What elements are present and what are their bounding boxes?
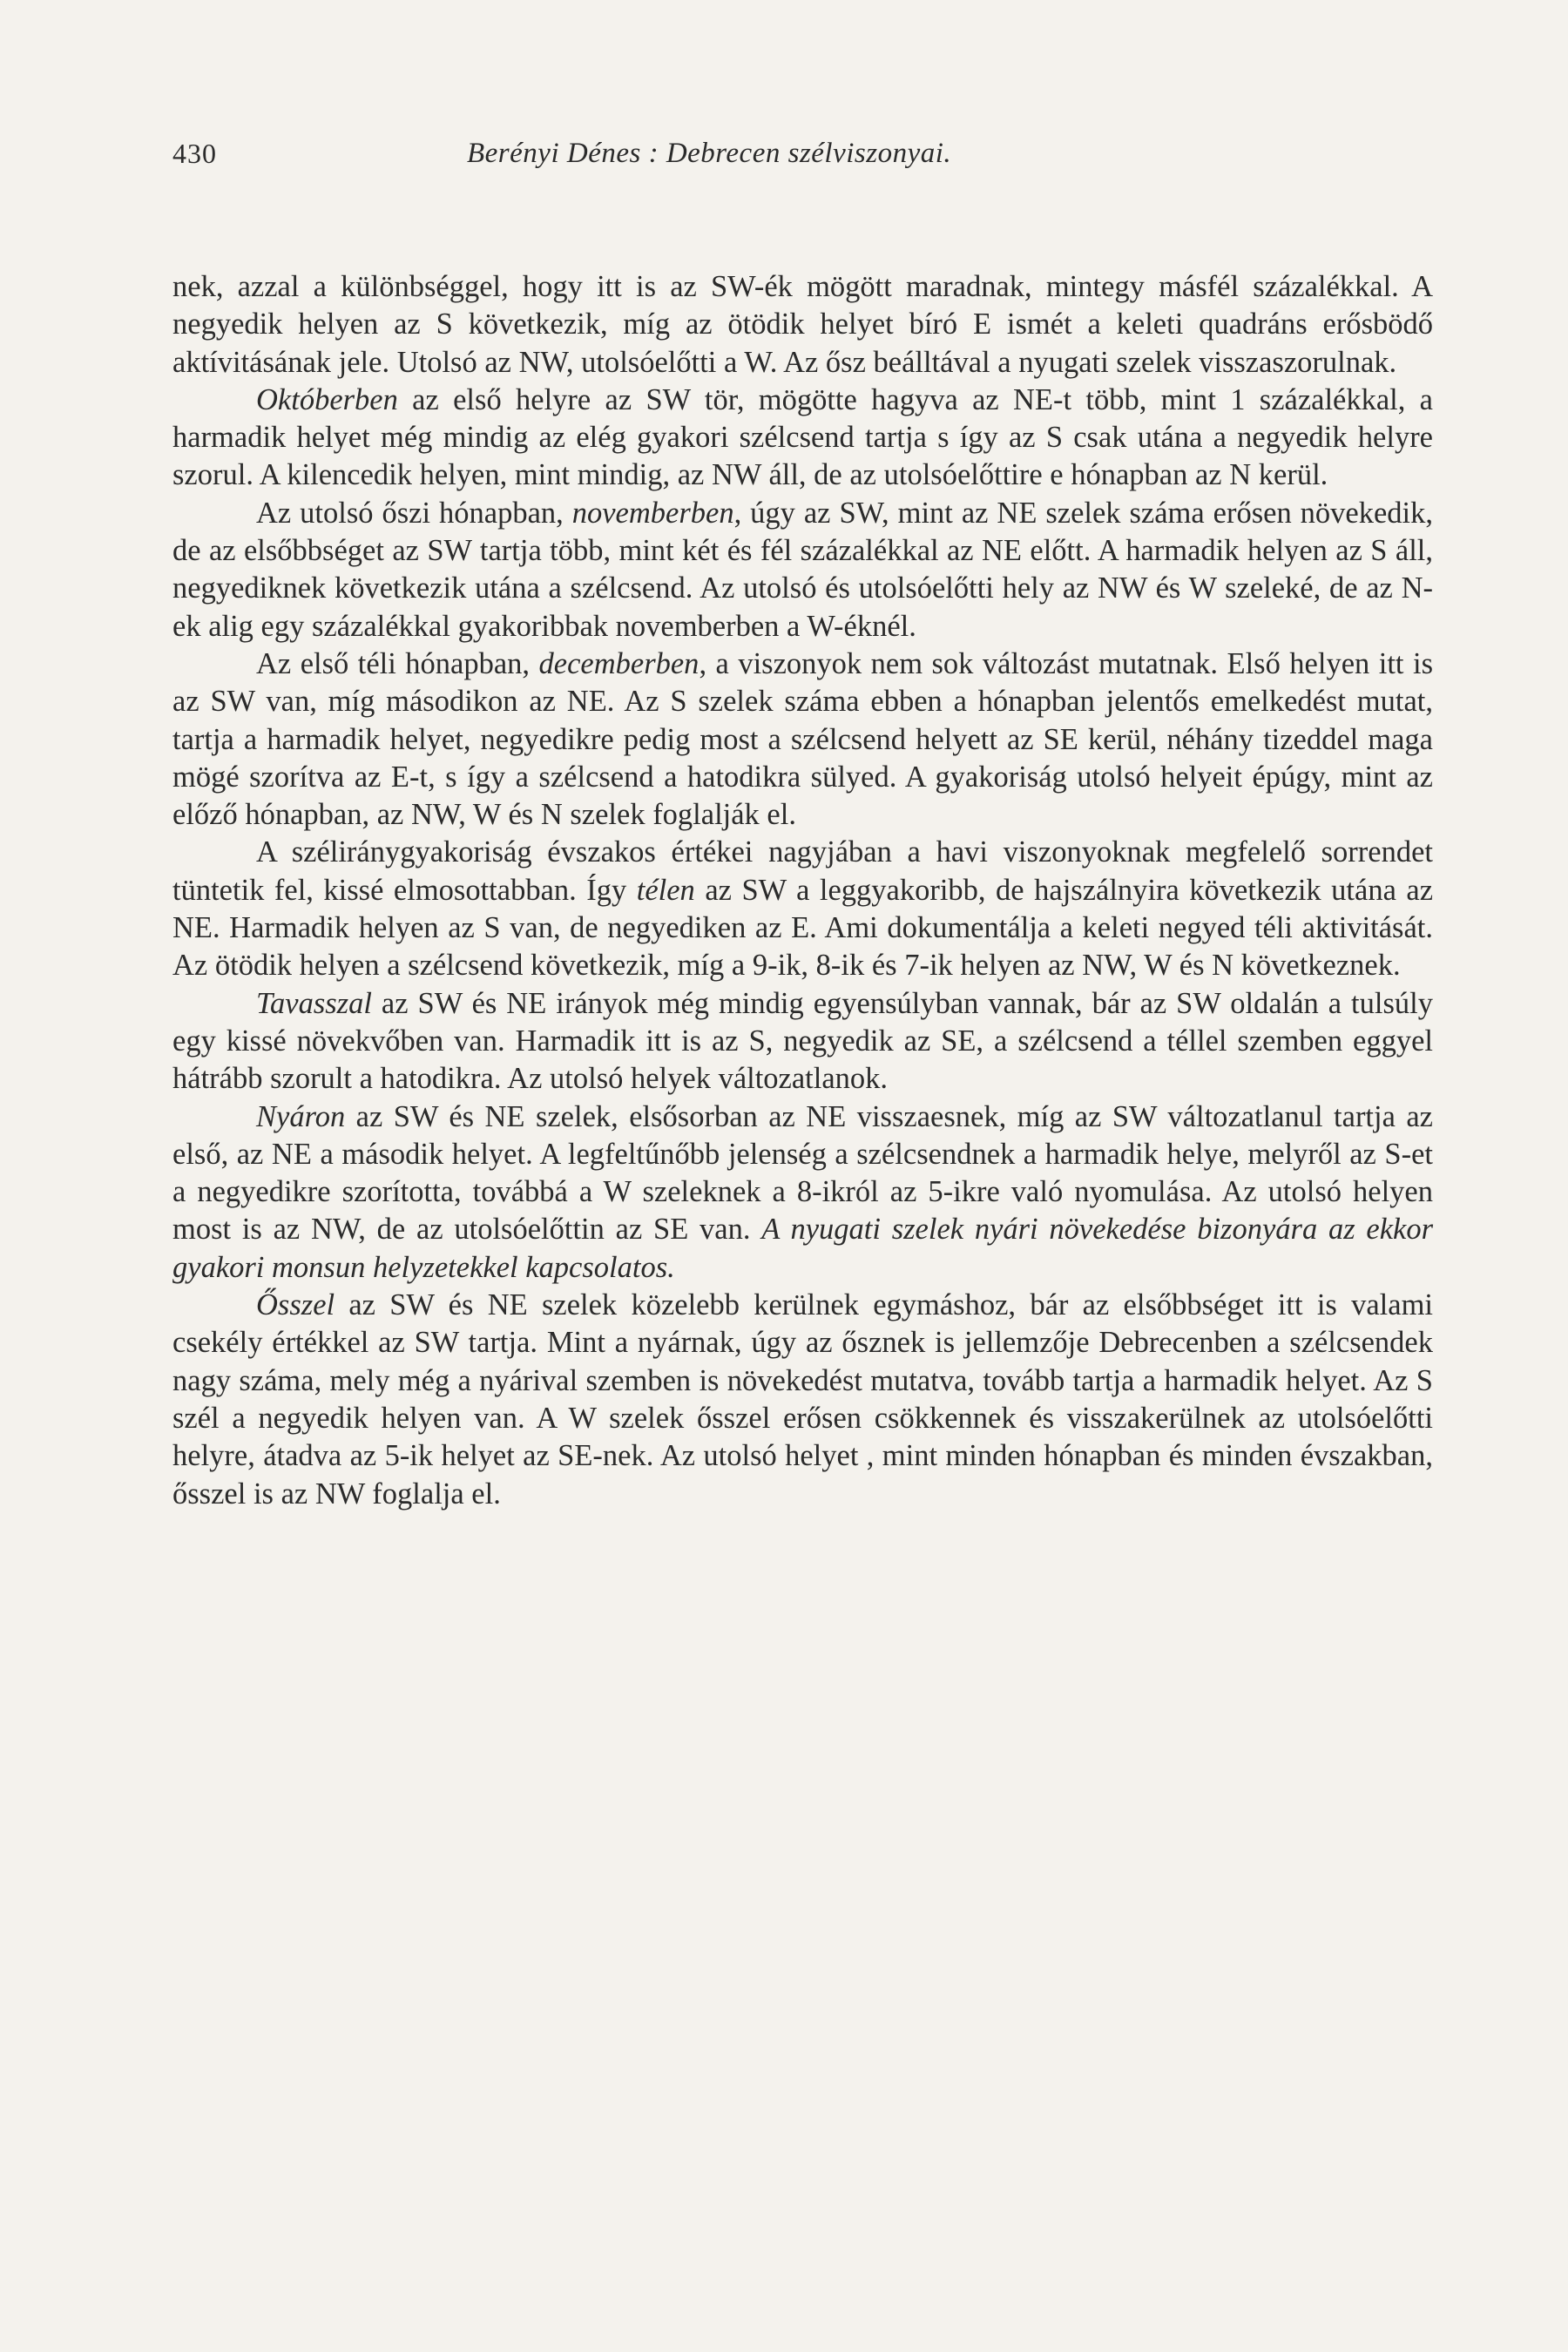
paragraph-text: az SW és NE szelek, elsősorban az NE visszaesnek, míg az SW változatlanul tartja az első, az NE a második helyet. A legfeltűnőbb jelenség a szélcsendnek a harmadik helye, melyről az S-et a negyedikre szorította, továbbá a W szeleknek a 8-ikról az 5-ikre való nyomulása. Az utolsó helyen most is az NW, de az utolsóelőttin az SE van. bbox=[172, 1099, 1433, 1247]
paragraph-text: az SW a leggyakoribb, de hajszálnyira következik utána az NE. Harmadik helyen az S van, de negyediken az E. Ami dokumentálja a keleti negyed téli aktivitását. Az ötödik helyen a szélcsend következik, míg a 9-ik, 8-ik és 7-ik helyen az NW, W és N következnek. bbox=[172, 873, 1434, 983]
running-head: Berényi Dénes : Debrecen szélviszonyai. bbox=[467, 138, 952, 169]
paragraph bbox=[172, 1287, 1433, 1513]
body-text bbox=[172, 268, 1433, 1513]
page-number: 430 bbox=[172, 138, 217, 169]
paragraph-text: , a viszonyok nem sok változást mutatnak. Első helyen itt is az SW van, míg másodikon az NE. Az S szelek száma ebben a hónapban jelentős emelkedést mutat, tartja a harmadik helyet, negyedikre pedig most a szélcsend helyett az SE kerül, néhány tizeddel maga mögé szorítva az E-t, s így a szélcsend a hatodikra sülyed. A gyakoriság utolsó helyeit épúgy, mint az előző hónapban, az NW, W és N szelek foglalják el. bbox=[172, 646, 1433, 832]
paragraph-emphasis: novemberben bbox=[571, 496, 734, 530]
paragraph-text: Az utolsó őszi hónapban, bbox=[256, 496, 572, 530]
paragraph-emphasis: decemberben bbox=[538, 646, 700, 680]
paragraph-lead: Októberben bbox=[256, 382, 398, 416]
paragraph-text: az első helyre az SW tör, mögötte hagyva az NE-t több, mint 1 százalékkal, a harmadik helyet még mindig az elég gyakori szélcsend tartja s így az S csak utána a negyedik helyre szorul. A kilencedik helyen, mint mindig, az NW áll, de az utolsóelőttire e hónapban az N kerül. bbox=[172, 382, 1433, 492]
paragraph bbox=[172, 1098, 1433, 1287]
paragraph bbox=[172, 382, 1433, 495]
paragraph-text: nek, azzal a különbséggel, hogy itt is az SW-ék mögött maradnak, mintegy másfél százalékkal. A negyedik helyen az S következik, míg az ötödik helyet bíró E ismét a keleti quadráns erősbödő aktívitásának jele. Utolsó az NW, utolsóelőtti a W. Az ősz beálltával a nyugati szelek visszaszorulnak. bbox=[172, 270, 1433, 379]
paragraph bbox=[172, 268, 1433, 382]
paragraph-text: A széliránygyakoriság évszakos értékei nagyjában a havi viszonyoknak megfelelő sorrendet tüntetik fel, kissé elmosottabban. Így bbox=[172, 835, 1433, 907]
page-header bbox=[172, 138, 1436, 181]
paragraph bbox=[172, 495, 1433, 645]
paragraph bbox=[172, 645, 1433, 834]
paragraph-lead: Nyáron bbox=[256, 1099, 346, 1133]
paragraph-lead: Tavasszal bbox=[256, 986, 372, 1020]
paragraph-emphasis: A nyugati szelek nyári növekedése bizonyára az ekkor gyakori monsun helyzetekkel kapcsolatos. bbox=[172, 1213, 1434, 1284]
paragraph-lead: Ősszel bbox=[256, 1288, 335, 1322]
paragraph-text: , úgy az SW, mint az NE szelek száma erősen növekedik, de az elsőbbséget az SW tartja több, mint két és fél százalékkal az NE előtt. A harmadik helyen az S áll, negyediknek következik utána a szélcsend. Az utolsó és utolsóelőtti hely az NW és W szeleké, de az N-ek alig egy százalékkal gyakoribbak novemberben a W-éknél. bbox=[172, 496, 1433, 643]
paragraph bbox=[172, 985, 1433, 1098]
paragraph-text: az SW és NE irányok még mindig egyensúlyban vannak, bár az SW oldalán a tulsúly egy kissé növekvőben van. Harmadik itt is az S, negyedik az SE, a szélcsend a téllel szemben eggyel hátrább szorult a hatodikra. Az utolsó helyek változatlanok. bbox=[172, 986, 1433, 1096]
paragraph-text: az SW és NE szelek közelebb kerülnek egymáshoz, bár az elsőbbséget itt is valami csekély értékkel az SW tartja. Mint a nyárnak, úgy az ősznek is jellemzője Debrecenben a szélcsendek nagy száma, mely még a nyárival szemben is növekedést mutatva, tovább tartja a harmadik helyet. Az S szél a negyedik helyen van. A W szelek ősszel erősen csökkennek és visszakerülnek az utolsóelőtti helyre, átadva az 5-ik helyet az SE-nek. Az utolsó helyet , mint minden hónapban és minden évszakban, ősszel is az NW foglalja el. bbox=[172, 1288, 1433, 1511]
paragraph bbox=[172, 834, 1433, 984]
paragraph-text: Az első téli hónapban, bbox=[256, 646, 539, 680]
paragraph-emphasis: télen bbox=[636, 873, 695, 907]
